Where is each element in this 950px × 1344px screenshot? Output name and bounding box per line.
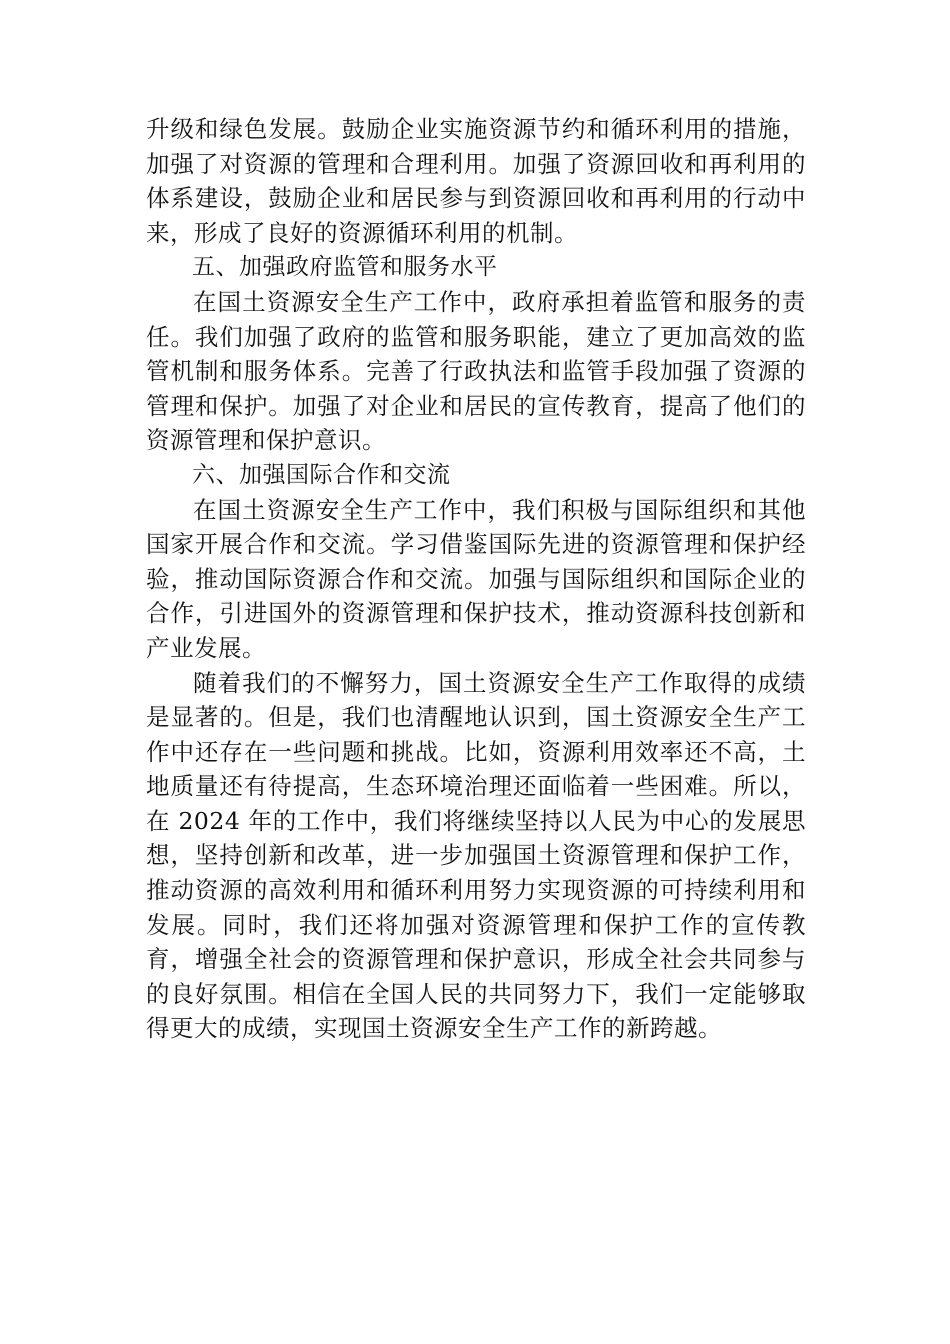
section-heading-6: 六、加强国际合作和交流 (192, 461, 451, 488)
paragraph-government-supervision: 在国土资源安全生产工作中，政府承担着监管和服务的责任。我们加强了政府的监管和服务职能，建立了更加高效的监管机制和服务体系。完善了行政执法和监管手段加强了资源的管理和保护。加强了对企业和居民的宣传教育，提高了他们的资源管理和保护意识。 (146, 287, 806, 455)
section-heading-5: 五、加强政府监管和服务水平 (192, 254, 498, 281)
paragraph-international-cooperation: 在国土资源安全生产工作中，我们积极与国际组织和其他国家开展合作和交流。学习借鉴国际先进的资源管理和保护经验，推动国际资源合作和交流。加强与国际组织和国际企业的合作，引进国外的资源管理和保护技术，推动资源科技创新和产业发展。 (146, 495, 806, 662)
paragraph-conclusion: 随着我们的不懈努力，国土资源安全生产工作取得的成绩是显著的。但是，我们也清醒地认识到，国土资源安全生产工作中还存在一些问题和挑战。比如，资源利用效率还不高，土地质量还有待提高，生态环境治理还面临着一些困难。所以，在 2024 年的工作中，我们将继续坚持以人民为中心的发展思想，坚持创新和改革，进一步加强国土资源管理和保护工作，推动资源的高效利用和循环利用努力实现资源的可持续利用和发展。同时，我们还将加强对资源管理和保护工作的宣传教育，增强全社会的资源管理和保护意识，形成全社会共同参与的良好氛围。相信在全国人民的共同努力下，我们一定能够取得更大的成绩，实现国土资源安全生产工作的新跨越。 (146, 668, 806, 1043)
paragraph-continuation: 升级和绿色发展。鼓励企业实施资源节约和循环利用的措施，加强了对资源的管理和合理利用。加强了资源回收和再利用的体系建设，鼓励企业和居民参与到资源回收和再利用的行动中来，形成了良好的资源循环利用的机制。 (146, 115, 806, 247)
document-body (146, 112, 806, 1046)
